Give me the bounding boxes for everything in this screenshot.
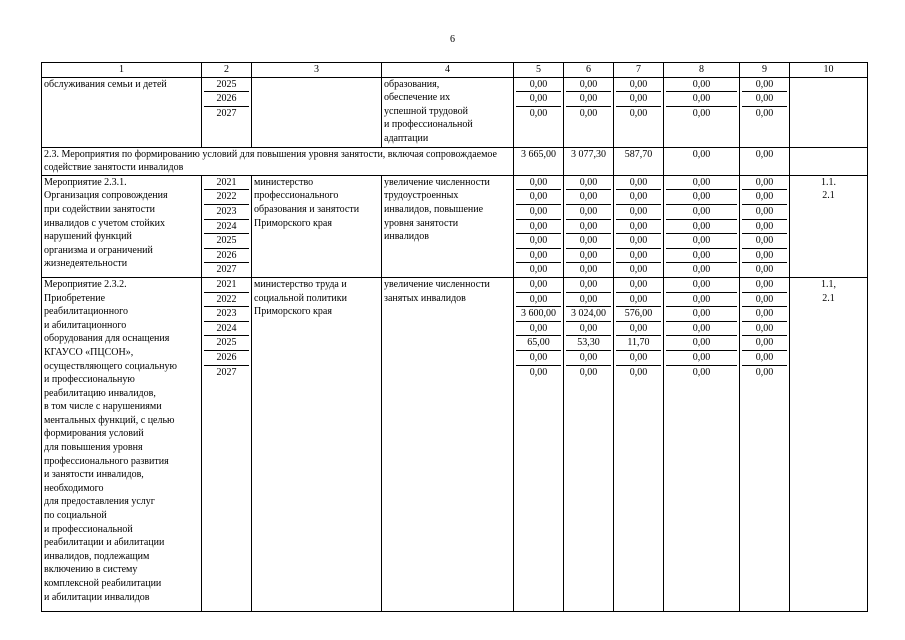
stack-entry: 0,00 bbox=[616, 176, 661, 191]
header-cell: 5 bbox=[514, 63, 564, 78]
stack-entry: 0,00 bbox=[616, 78, 661, 93]
stack-entry: 0,00 bbox=[516, 278, 561, 293]
stack-entry: 576,00 bbox=[616, 307, 661, 322]
stack-entry: 0,00 bbox=[692, 264, 711, 276]
stack-entry: 0,00 bbox=[566, 351, 611, 366]
header-cell: 10 bbox=[790, 63, 868, 78]
stack-entry: 0,00 bbox=[616, 293, 661, 308]
value-cell bbox=[664, 77, 740, 147]
stack-entry: 2025 bbox=[204, 336, 249, 351]
measure-name-cell: обслуживания семьи и детей bbox=[42, 77, 202, 147]
stack-entry: 0,00 bbox=[566, 293, 611, 308]
stack-entry: 0,00 bbox=[666, 92, 737, 107]
stack-entry: 2026 bbox=[204, 351, 249, 366]
stack-entry: 0,00 bbox=[666, 220, 737, 235]
stack-entry: 0,00 bbox=[742, 307, 787, 322]
value-cell bbox=[664, 277, 740, 611]
stack-entry: 0,00 bbox=[566, 249, 611, 264]
stack-entry: 0,00 bbox=[566, 322, 611, 337]
stack-entry: 0,00 bbox=[666, 249, 737, 264]
table-row bbox=[42, 77, 868, 147]
stack-entry: 0,00 bbox=[666, 190, 737, 205]
stack-entry: 0,00 bbox=[692, 366, 711, 378]
value-cell: 3 665,00 bbox=[514, 147, 564, 175]
stack-entry: 0,00 bbox=[742, 322, 787, 337]
stack-entry: 0,00 bbox=[566, 176, 611, 191]
stack-entry: 0,00 bbox=[629, 107, 648, 119]
header-cell: 6 bbox=[564, 63, 614, 78]
stack-entry: 0,00 bbox=[616, 220, 661, 235]
stack-entry: 2021 bbox=[204, 176, 249, 191]
stack-entry: 0,00 bbox=[516, 205, 561, 220]
stack-entry: 0,00 bbox=[666, 78, 737, 93]
stack-entry: 0,00 bbox=[742, 92, 787, 107]
stack-entry: 0,00 bbox=[616, 278, 661, 293]
stack-entry: 0,00 bbox=[516, 176, 561, 191]
stack-entry: 0,00 bbox=[755, 366, 774, 378]
stack-entry: 2022 bbox=[204, 293, 249, 308]
stack-entry: 0,00 bbox=[516, 351, 561, 366]
page-number: 6 bbox=[450, 34, 455, 45]
stack-entry: 0,00 bbox=[529, 107, 548, 119]
stack-entry: 2027 bbox=[216, 107, 237, 119]
stack-entry: 0,00 bbox=[666, 351, 737, 366]
result-cell: увеличение численности занятых инвалидов bbox=[382, 277, 514, 611]
stack-entry: 0,00 bbox=[742, 249, 787, 264]
stack-entry: 2026 bbox=[204, 92, 249, 107]
stack-entry: 0,00 bbox=[566, 92, 611, 107]
stack-entry: 0,00 bbox=[516, 92, 561, 107]
value-cell bbox=[564, 175, 614, 277]
stack-entry: 0,00 bbox=[742, 293, 787, 308]
stack-entry: 2026 bbox=[204, 249, 249, 264]
stack-entry: 0,00 bbox=[516, 293, 561, 308]
stack-entry: 0,00 bbox=[742, 176, 787, 191]
stack-entry: 2023 bbox=[204, 307, 249, 322]
executor-cell: министерство профессионального образования и занятости Приморского края bbox=[252, 175, 382, 277]
stack-entry: 0,00 bbox=[742, 234, 787, 249]
stack-entry: 0,00 bbox=[566, 190, 611, 205]
stack-entry: 0,00 bbox=[566, 220, 611, 235]
stack-entry: 11,70 bbox=[616, 336, 661, 351]
stack-entry: 0,00 bbox=[666, 205, 737, 220]
stack-entry: 0,00 bbox=[629, 366, 648, 378]
value-cell bbox=[514, 77, 564, 147]
value-cell bbox=[514, 277, 564, 611]
years-cell bbox=[202, 77, 252, 147]
stack-entry: 0,00 bbox=[742, 190, 787, 205]
indicator-cell bbox=[790, 147, 868, 175]
stack-entry: 3 600,00 bbox=[516, 307, 561, 322]
stack-entry: 0,00 bbox=[666, 278, 737, 293]
result-cell: образования, обеспечение их успешной трудовой и профессиональной адаптации bbox=[382, 77, 514, 147]
stack-entry: 0,00 bbox=[579, 366, 598, 378]
indicator-cell: 1.1, 2.1 bbox=[790, 277, 868, 611]
stack-entry: 0,00 bbox=[742, 220, 787, 235]
stack-entry: 0,00 bbox=[529, 366, 548, 378]
stack-entry: 0,00 bbox=[616, 205, 661, 220]
stack-entry: 0,00 bbox=[666, 176, 737, 191]
table-row bbox=[42, 175, 868, 277]
table-row bbox=[42, 277, 868, 611]
program-table bbox=[41, 62, 868, 612]
value-cell: 587,70 bbox=[614, 147, 664, 175]
stack-entry: 0,00 bbox=[742, 278, 787, 293]
stack-entry: 2025 bbox=[204, 78, 249, 93]
stack-entry: 2027 bbox=[216, 264, 237, 276]
stack-entry: 0,00 bbox=[742, 351, 787, 366]
executor-cell: министерство труда и социальной политики Приморского края bbox=[252, 277, 382, 611]
stack-entry: 0,00 bbox=[616, 322, 661, 337]
executor-cell bbox=[252, 77, 382, 147]
value-cell: 0,00 bbox=[664, 147, 740, 175]
indicator-cell: 1.1. 2.1 bbox=[790, 175, 868, 277]
stack-entry: 2022 bbox=[204, 190, 249, 205]
stack-entry: 2027 bbox=[216, 366, 237, 378]
value-cell bbox=[614, 175, 664, 277]
header-cell: 3 bbox=[252, 63, 382, 78]
stack-entry: 0,00 bbox=[666, 234, 737, 249]
stack-entry: 0,00 bbox=[579, 264, 598, 276]
value-cell: 3 077,30 bbox=[564, 147, 614, 175]
indicator-cell bbox=[790, 77, 868, 147]
stack-entry: 0,00 bbox=[516, 78, 561, 93]
stack-entry: 0,00 bbox=[516, 322, 561, 337]
value-cell bbox=[614, 277, 664, 611]
value-cell bbox=[614, 77, 664, 147]
stack-entry: 2021 bbox=[204, 278, 249, 293]
stack-entry: 2025 bbox=[204, 234, 249, 249]
stack-entry: 0,00 bbox=[666, 322, 737, 337]
stack-entry: 0,00 bbox=[516, 190, 561, 205]
stack-entry: 0,00 bbox=[516, 220, 561, 235]
stack-entry: 0,00 bbox=[566, 234, 611, 249]
stack-entry: 53,30 bbox=[566, 336, 611, 351]
stack-entry: 0,00 bbox=[666, 307, 737, 322]
stack-entry: 0,00 bbox=[742, 336, 787, 351]
measure-name-cell: Мероприятие 2.3.2. Приобретение реабилитационного и абилитационного оборудования для оснащения КГАУСО «ПЦСОН», осуществляющего социальную и профессиональную реабилитацию инвалидов, в том числе с нарушениями ментальных функций, с целью формирования условий для повышения уровня профессионального развития и занятости инвалидов, необходимого для предоставления услуг по социальной и профессиональной реабилитации и абилитации инвалидов, подлежащим включению в систему комплексной реабилитации и абилитации инвалидов bbox=[42, 277, 202, 611]
value-cell bbox=[514, 175, 564, 277]
header-cell: 4 bbox=[382, 63, 514, 78]
stack-entry: 2024 bbox=[204, 220, 249, 235]
result-cell: увеличение численности трудоустроенных инвалидов, повышение уровня занятости инвалидов bbox=[382, 175, 514, 277]
section-title: 2.3. Мероприятия по формированию условий для повышения уровня занятости, включая сопровождаемое содействие занятости инвалидов bbox=[42, 147, 514, 175]
stack-entry: 0,00 bbox=[666, 293, 737, 308]
stack-entry: 0,00 bbox=[566, 205, 611, 220]
stack-entry: 0,00 bbox=[692, 107, 711, 119]
value-cell: 0,00 bbox=[740, 147, 790, 175]
stack-entry: 0,00 bbox=[629, 264, 648, 276]
stack-entry: 0,00 bbox=[616, 234, 661, 249]
stack-entry: 0,00 bbox=[666, 336, 737, 351]
years-cell bbox=[202, 175, 252, 277]
stack-entry: 0,00 bbox=[616, 190, 661, 205]
stack-entry: 0,00 bbox=[516, 249, 561, 264]
header-cell: 1 bbox=[42, 63, 202, 78]
value-cell bbox=[740, 77, 790, 147]
stack-entry: 0,00 bbox=[579, 107, 598, 119]
stack-entry: 0,00 bbox=[755, 264, 774, 276]
stack-entry: 0,00 bbox=[755, 107, 774, 119]
value-cell bbox=[664, 175, 740, 277]
value-cell bbox=[740, 175, 790, 277]
header-cell: 9 bbox=[740, 63, 790, 78]
stack-entry: 3 024,00 bbox=[566, 307, 611, 322]
stack-entry: 0,00 bbox=[529, 264, 548, 276]
stack-entry: 2023 bbox=[204, 205, 249, 220]
value-cell bbox=[564, 277, 614, 611]
section-row bbox=[42, 147, 868, 175]
value-cell bbox=[740, 277, 790, 611]
stack-entry: 0,00 bbox=[616, 92, 661, 107]
stack-entry: 65,00 bbox=[516, 336, 561, 351]
header-row bbox=[42, 63, 868, 78]
header-cell: 8 bbox=[664, 63, 740, 78]
header-cell: 7 bbox=[614, 63, 664, 78]
stack-entry: 0,00 bbox=[566, 278, 611, 293]
stack-entry: 0,00 bbox=[742, 205, 787, 220]
stack-entry: 0,00 bbox=[616, 351, 661, 366]
stack-entry: 2024 bbox=[204, 322, 249, 337]
value-cell bbox=[564, 77, 614, 147]
stack-entry: 0,00 bbox=[742, 78, 787, 93]
measure-name-cell: Мероприятие 2.3.1. Организация сопровождения при содействии занятости инвалидов с учетом стойких нарушений функций организма и ограничений жизнедеятельности bbox=[42, 175, 202, 277]
stack-entry: 0,00 bbox=[566, 78, 611, 93]
header-cell: 2 bbox=[202, 63, 252, 78]
stack-entry: 0,00 bbox=[516, 234, 561, 249]
years-cell bbox=[202, 277, 252, 611]
stack-entry: 0,00 bbox=[616, 249, 661, 264]
